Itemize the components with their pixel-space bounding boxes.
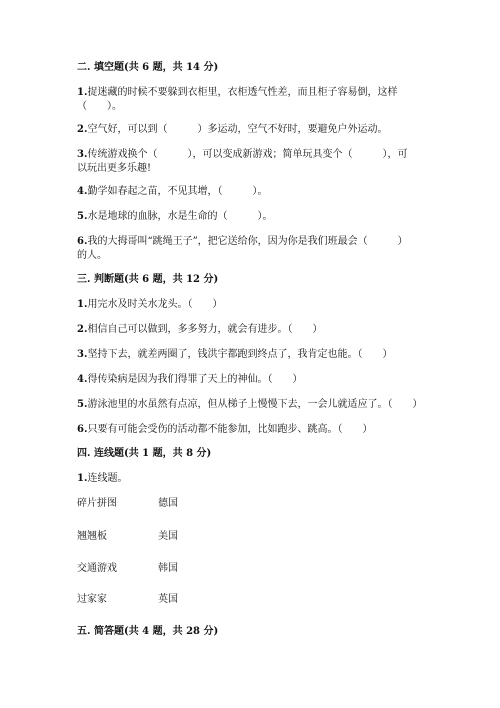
question-number: 4. (77, 186, 88, 197)
question-text: 得传染病是因为我们得罪了天上的神仙。（ ） (87, 374, 303, 385)
match-left-item: 交通游戏 (77, 563, 117, 574)
question-text: 空气好，可以到（ ）多运动，空气不好时，要避免户外运动。 (87, 124, 388, 135)
judge-question-6 (77, 424, 372, 436)
question-text: 水是地球的血脉，水是生命的（ ）。 (87, 211, 273, 222)
judge-question-3 (77, 349, 392, 361)
question-text: 捉迷藏的时候不要躲到衣柜里，衣柜透气性差，而且柜子容易倒，这样 (87, 87, 398, 98)
question-number: 5. (77, 211, 88, 222)
match-right-item: 美国 (158, 531, 178, 542)
question-number: 3. (77, 349, 88, 360)
question-text: 相信自己可以做到，多多努力，就会有进步。（ ） (87, 324, 323, 335)
judge-question-4 (77, 374, 302, 386)
judge-question-5 (77, 399, 422, 411)
judge-question-2 (77, 324, 322, 336)
question-text: 勤学如春起之苗，不见其增，（ ）。 (87, 186, 268, 197)
match-left-item: 翘翘板 (77, 531, 107, 542)
question-number: 2. (77, 124, 88, 135)
match-left-item: 碎片拼图 (77, 498, 117, 509)
fill-question-5 (77, 211, 272, 223)
fill-question-1 (77, 87, 397, 99)
question-number: 1. (77, 299, 88, 310)
question-number: 1. (77, 87, 88, 98)
section-4-title: 四. 连线题(共 1 题，共 8 分) (77, 448, 212, 459)
judge-question-1 (77, 299, 222, 311)
match-left-item: 过家家 (77, 594, 107, 605)
matching-question-1 (77, 473, 127, 485)
section-5-title: 五. 简答题(共 4 题，共 28 分) (77, 626, 219, 637)
fill-question-1-cont: （ ）。 (77, 101, 122, 112)
question-number: 6. (77, 236, 88, 247)
fill-question-2 (77, 124, 387, 136)
match-right-item: 英国 (158, 594, 178, 605)
fill-question-6 (77, 236, 408, 248)
fill-question-3-cont: 以玩出更多乐趣! (77, 163, 152, 174)
question-text: 游泳池里的水虽然有点凉，但从梯子上慢慢下去，一会儿就适应了。（ ） (87, 399, 423, 410)
question-number: 1. (77, 473, 88, 484)
question-number: 6. (77, 424, 88, 435)
fill-question-4 (77, 186, 267, 198)
question-text: 传统游戏换个（ ），可以变成新游戏；简单玩具变个（ ），可 (87, 149, 408, 160)
match-right-item: 韩国 (158, 563, 178, 574)
section-3-title: 三. 判断题(共 6 题，共 12 分) (77, 274, 219, 285)
question-text: 连线题。 (87, 473, 128, 484)
fill-question-6-cont: 的人。 (77, 250, 107, 261)
question-number: 5. (77, 399, 88, 410)
question-text: 用完水及时关水龙头。（ ） (87, 299, 223, 310)
question-number: 4. (77, 374, 88, 385)
question-number: 3. (77, 149, 88, 160)
match-right-item: 德国 (158, 498, 178, 509)
question-number: 2. (77, 324, 88, 335)
section-2-title: 二. 填空题(共 6 题，共 14 分) (77, 62, 219, 73)
question-text: 只要有可能会受伤的活动都不能参加，比如跑步、跳高。（ ） (87, 424, 373, 435)
question-text: 坚持下去，就差两圈了，钱洪宇都跑到终点了，我肯定也能。（ ） (87, 349, 393, 360)
question-text: 我的大拇哥叫“跳绳王子”，把它送给你，因为你是我们班最会（ ） (87, 236, 408, 247)
fill-question-3 (77, 149, 407, 161)
